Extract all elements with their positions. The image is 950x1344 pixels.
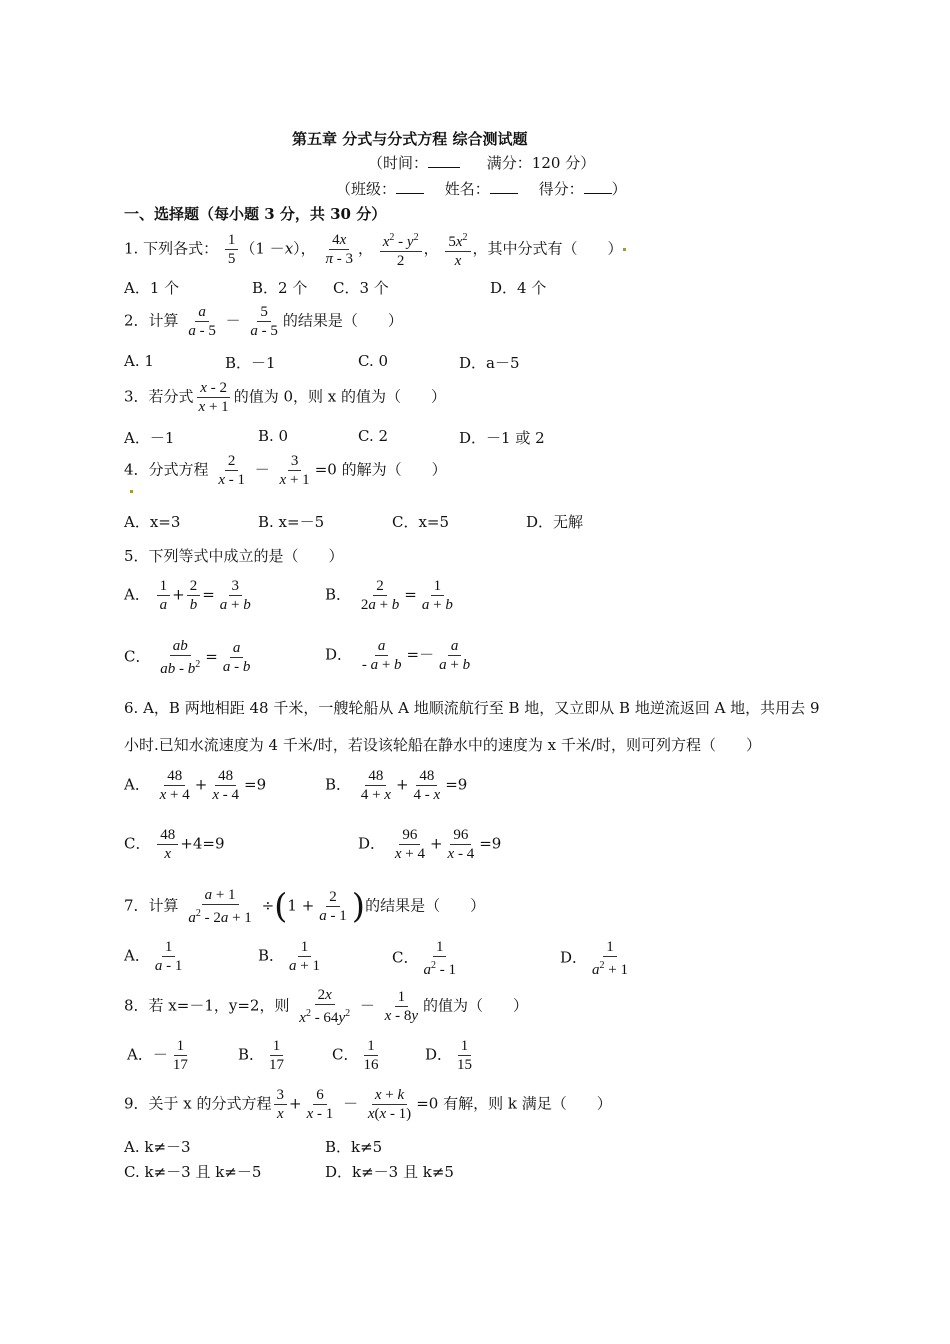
q1-tail: ，其中分式有（ ） bbox=[472, 239, 623, 258]
q2-option-c: C. 0 bbox=[358, 352, 389, 370]
option-label: A． bbox=[124, 585, 150, 604]
question-2: 2．计算 $\frac{a}{a - 5}$ － $\frac{5}{a - 5}$ 的结果是（ ） bbox=[124, 304, 403, 339]
fraction: $\frac{1}{15}$ bbox=[457, 1038, 473, 1073]
q9-option-b: B．k≠5 bbox=[325, 1138, 383, 1156]
q9-prefix: 9．关于 x 的分式方程 bbox=[124, 1094, 272, 1113]
fraction: $\frac{2}{2a + b}$ bbox=[360, 578, 400, 613]
option-label: C． bbox=[392, 948, 419, 967]
q8-tail: 的值为（ ） bbox=[423, 996, 529, 1015]
fraction: $\frac{48}{4 + x}$ bbox=[360, 768, 391, 803]
question-8: 8．若 x=－1，y=2，则 $\frac{2x}{x^2 - 64y^2}$ － $\frac{1}{x - 8y}$ 的值为（ ） bbox=[124, 987, 529, 1026]
q4-option-b: B. x=－5 bbox=[258, 513, 325, 531]
q5-option-a: A． $\frac{1}{a}$ + $\frac{2}{b}$ = $\frac{3}{a + b}$ bbox=[124, 577, 256, 614]
fraction: $\frac{48}{x + 4}$ bbox=[159, 768, 190, 803]
q6-option-b: B． $\frac{48}{4 + x}$ + $\frac{48}{4 - x}$ =9 bbox=[325, 768, 468, 803]
class-blank bbox=[396, 179, 424, 194]
option-label: B． bbox=[325, 775, 352, 794]
fraction: $\frac{a}{- a + b}$ bbox=[361, 638, 402, 673]
q2-tail: 的结果是（ ） bbox=[282, 311, 403, 330]
fraction: $\frac{96}{x - 4}$ bbox=[447, 827, 475, 862]
fraction: $\frac{x^2 - y^2}{2}$ bbox=[380, 229, 422, 270]
info-line: （班级： 姓名： 得分： ） bbox=[336, 180, 627, 198]
q3-tail: 的值为 0，则 x 的值为（ ） bbox=[233, 387, 446, 406]
q9-option-a: A. k≠－3 bbox=[124, 1138, 191, 1156]
fraction: $\frac{96}{x + 4}$ bbox=[394, 827, 425, 862]
time-blank bbox=[428, 153, 460, 168]
q8-option-c bbox=[332, 1037, 383, 1074]
fraction: $\frac{2}{x - 1}$ bbox=[218, 453, 245, 488]
fraction: $\frac{1}{a^2 + 1}$ bbox=[592, 939, 628, 978]
fraction: $\frac{2}{b}$ bbox=[187, 577, 201, 614]
q4-option-d: D．无解 bbox=[526, 513, 584, 531]
q6-option-a: A． $\frac{48}{x + 4}$ + $\frac{48}{x - 4}$ =9 bbox=[124, 768, 267, 803]
q9-option-c: C. k≠－3 且 k≠－5 bbox=[124, 1163, 262, 1181]
fraction: $\frac{a}{a - 5}$ bbox=[188, 304, 216, 339]
q7-option-b bbox=[258, 938, 325, 975]
q1-option-c: C．3 个 bbox=[333, 279, 389, 297]
option-label: B． bbox=[325, 585, 352, 604]
fraction: $\frac{48}{4 - x}$ bbox=[413, 768, 441, 803]
q7-option-d bbox=[560, 938, 633, 979]
fraction: $\frac{a + 1}{a^2 - 2a + 1}$ bbox=[188, 887, 252, 926]
full-score: 满分：120 分 bbox=[486, 154, 581, 172]
q4-option-c: C．x=5 bbox=[392, 513, 450, 531]
fraction: $\frac{a}{a - b}$ bbox=[222, 640, 251, 675]
q6-option-d: D． $\frac{96}{x + 4}$ + $\frac{96}{x - 4}$ =9 bbox=[358, 827, 502, 862]
question-5: 5．下列等式中成立的是（ ） bbox=[124, 547, 344, 565]
option-label: D． bbox=[425, 1045, 453, 1064]
score-blank bbox=[584, 179, 612, 194]
fraction: $\frac{2x}{x^2 - 64y^2}$ bbox=[299, 987, 351, 1026]
q8-option-d bbox=[425, 1037, 477, 1074]
option-label: C． bbox=[332, 1045, 359, 1064]
q9-option-d: D．k≠－3 且 k≠5 bbox=[325, 1163, 454, 1181]
q6-option-c: C． $\frac{48}{x}$ +4=9 bbox=[124, 827, 225, 862]
fraction: $\frac{1}{a + 1}$ bbox=[289, 939, 320, 974]
q1-option-b: B．2 个 bbox=[252, 279, 308, 297]
question-1: 1. 下列各式： $\frac{1}{5}$ （1 －x）， $\frac{4x}{\pi - 3}$ ， $\frac{x^2 - y^2}{2}$ ， $\frac{5x^2}{x}$ ，其中分式有（ ） bbox=[124, 229, 626, 270]
q8-prefix: 8．若 x=－1，y=2，则 bbox=[124, 996, 290, 1015]
fraction: $\frac{3}{a + b}$ bbox=[219, 578, 251, 613]
fraction: $\frac{48}{x - 4}$ bbox=[212, 768, 240, 803]
fraction: $\frac{5x^2}{x}$ bbox=[445, 229, 470, 270]
fraction: $\frac{1}{17}$ bbox=[269, 1038, 285, 1073]
q8-option-a bbox=[127, 1037, 193, 1074]
option-label: D． bbox=[560, 948, 588, 967]
q2-option-b: B．－1 bbox=[225, 354, 276, 372]
question-6-line-1: 6. A，B 两地相距 48 千米，一艘轮船从 A 地顺流航行至 B 地，又立即从 B 地逆流返回 A 地，共用去 9 bbox=[124, 699, 820, 717]
time-label: （时间： bbox=[368, 154, 429, 172]
option-label: C． bbox=[124, 647, 151, 666]
option-label: A． bbox=[124, 775, 150, 794]
fraction: $\frac{5}{a - 5}$ bbox=[250, 304, 278, 339]
q3-option-c: C. 2 bbox=[358, 427, 389, 445]
q7-option-c bbox=[392, 938, 461, 979]
option-label: B． bbox=[258, 946, 285, 965]
score-label: 得分： bbox=[538, 180, 584, 198]
question-7: 7．计算 $\frac{a + 1}{a^2 - 2a + 1}$ ÷(1 + $\frac{2}{a - 1}$ )的结果是（ ） bbox=[124, 886, 486, 927]
name-blank bbox=[490, 179, 518, 194]
fraction: $\frac{1}{x - 8y}$ bbox=[384, 989, 418, 1024]
q8-option-b bbox=[238, 1037, 289, 1074]
q1-option-a: A．1 个 bbox=[124, 279, 180, 297]
fraction: $\frac{x + k}{x(x - 1)}$ bbox=[367, 1087, 412, 1122]
q3-option-b: B. 0 bbox=[258, 427, 289, 445]
option-label: D． bbox=[358, 834, 386, 853]
option-label: A． bbox=[124, 946, 150, 965]
fraction: $\frac{48}{x}$ bbox=[157, 826, 178, 863]
q7-option-a bbox=[124, 938, 187, 975]
fraction: $\frac{1}{17}$ bbox=[172, 1038, 188, 1073]
q2-prefix: 2．计算 bbox=[124, 311, 179, 330]
q7-tail: 的结果是（ ） bbox=[365, 896, 486, 915]
q5-option-b: B． $\frac{2}{2a + b}$ = $\frac{1}{a + b}$ bbox=[325, 577, 458, 614]
question-4: 4．分式方程 $\frac{2}{x - 1}$ － $\frac{3}{x + 1}$ =0 的解为（ ） bbox=[124, 453, 447, 488]
fraction: $\frac{1}{a^2 - 1}$ bbox=[423, 939, 456, 978]
fraction: $\frac{1}{5}$ bbox=[225, 231, 239, 268]
fraction: $\frac{a}{a + b}$ bbox=[439, 638, 471, 673]
q3-option-a: A．－1 bbox=[124, 429, 175, 447]
fraction: $\frac{1}{16}$ bbox=[363, 1038, 379, 1073]
mark-dot bbox=[130, 490, 133, 493]
fraction: $\frac{x - 2}{x + 1}$ bbox=[198, 380, 229, 415]
fraction: $\frac{2}{a - 1}$ bbox=[319, 889, 347, 924]
fraction: $\frac{4x}{\pi - 3}$ bbox=[325, 232, 353, 267]
question-9: 9．关于 x 的分式方程 $\frac{3}{x}$ + $\frac{6}{x - 1}$ － $\frac{x + k}{x(x - 1)}$ =0 有解，则 k 满足（ ） bbox=[124, 1087, 612, 1122]
q4-option-a: A．x=3 bbox=[124, 513, 181, 531]
q5-option-d: D． $\frac{a}{- a + b}$ =－ $\frac{a}{a + b}$ bbox=[325, 637, 475, 674]
mark-dot bbox=[623, 248, 626, 251]
fraction: $\frac{6}{x - 1}$ bbox=[306, 1087, 334, 1122]
q3-option-d: D．－1 或 2 bbox=[459, 429, 545, 447]
fraction: $\frac{3}{x + 1}$ bbox=[279, 453, 310, 488]
q1-option-d: D．4 个 bbox=[490, 279, 547, 297]
q5-option-c: C． $\frac{ab}{ab - b^2}$ = $\frac{a}{a - b}$ bbox=[124, 637, 255, 678]
fraction: $\frac{ab}{ab - b^2}$ bbox=[160, 638, 201, 677]
fraction: $\frac{1}{a}$ bbox=[157, 577, 171, 614]
fraction: $\frac{1}{a + b}$ bbox=[421, 578, 453, 613]
q2-option-a: A. 1 bbox=[124, 352, 154, 370]
time-score-line: （时间： 满分：120 分） bbox=[368, 154, 596, 172]
q7-prefix: 7．计算 bbox=[124, 896, 179, 915]
fraction: $\frac{1}{a - 1}$ bbox=[154, 939, 183, 974]
section-heading: 一、选择题（每小题 3 分，共 30 分） bbox=[124, 205, 387, 223]
question-6-line-2: 小时.已知水流速度为 4 千米/时，若设该轮船在静水中的速度为 x 千米/时，则可列方程（ ） bbox=[124, 736, 761, 754]
q4-prefix: 4．分式方程 bbox=[124, 460, 209, 479]
question-3 bbox=[124, 379, 446, 416]
name-label: 姓名： bbox=[444, 180, 490, 198]
q1-prefix: 1. 下列各式： bbox=[124, 239, 219, 258]
q2-option-d: D．a－5 bbox=[459, 354, 520, 372]
option-label: D． bbox=[325, 645, 353, 664]
page-title: 第五章 分式与分式方程 综合测试题 bbox=[292, 130, 528, 148]
option-label: A．－ bbox=[127, 1045, 168, 1064]
class-label: （班级： bbox=[336, 180, 397, 198]
option-label: C． bbox=[124, 834, 151, 853]
q3-prefix: 3．若分式 bbox=[124, 387, 194, 406]
fraction: $\frac{3}{x}$ bbox=[274, 1086, 288, 1123]
option-label: B． bbox=[238, 1045, 265, 1064]
q9-tail: =0 有解，则 k 满足（ ） bbox=[416, 1094, 612, 1113]
q4-tail: =0 的解为（ ） bbox=[314, 460, 447, 479]
